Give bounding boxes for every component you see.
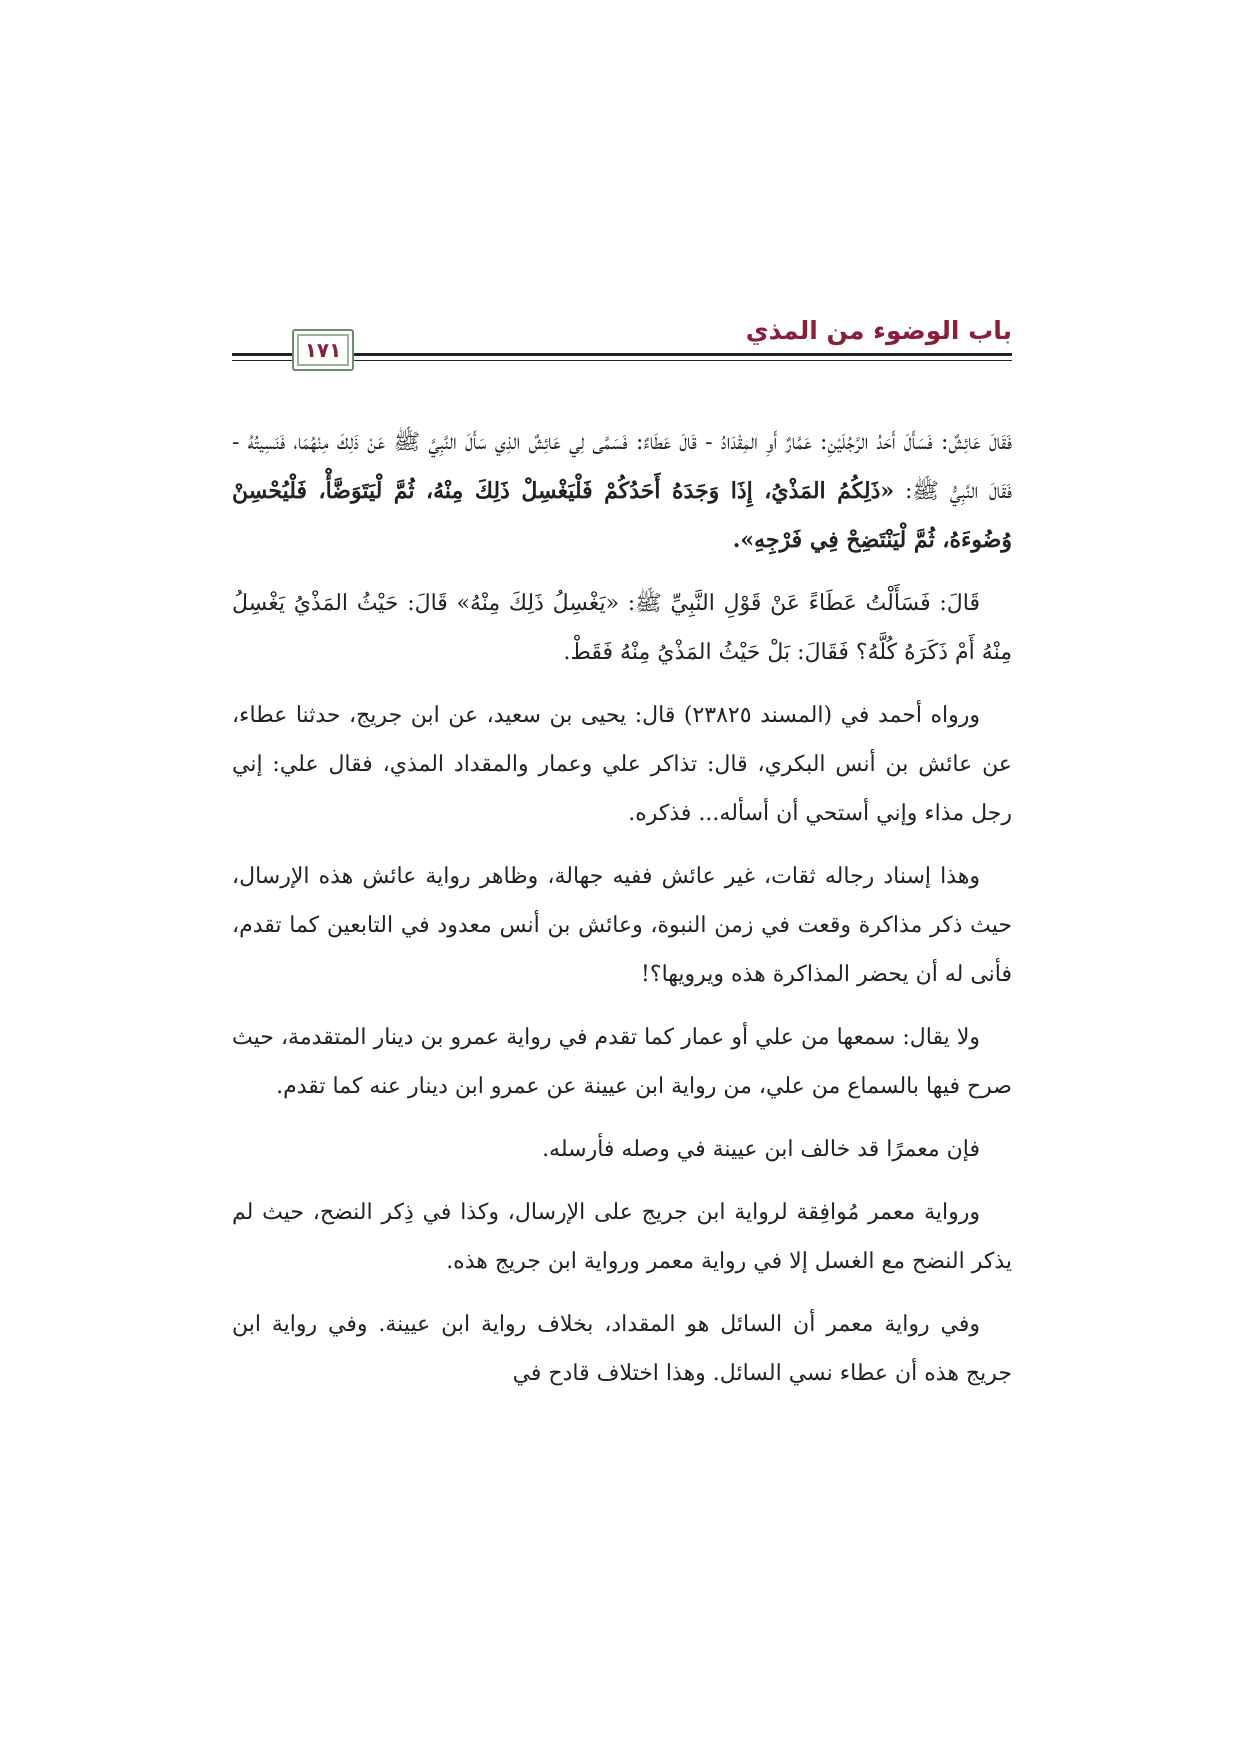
- paragraph-2-text: قَالَ: فَسَأَلْتُ عَطَاءً عَنْ قَوْلِ النَّبِيِّ ﷺ: «يَغْسِلُ ذَلِكَ مِنْهُ» قَالَ: حَيْثُ المَذْيُ يَغْسِلُ مِنْهُ أَمْ ذَكَرَهُ كُلَّهُ؟ فَقَالَ: بَلْ حَيْثُ المَذْيُ مِنْهُ فَقَطْ.: [232, 591, 1012, 665]
- paragraph-8-text: وفي رواية معمر أن السائل هو المقداد، بخلاف رواية ابن عيينة. وفي رواية ابن جريج هذه أن عطاء نسي السائل. وهذا اختلاف قادح في: [232, 1312, 1012, 1386]
- paragraph-8: [232, 1300, 1012, 1398]
- page-number: ١٧١: [304, 338, 342, 362]
- chapter-title: باب الوضوء من المذي: [745, 316, 1012, 345]
- paragraph-5: [232, 1013, 1012, 1111]
- paragraph-3: [232, 691, 1012, 838]
- paragraph-6: [232, 1125, 1012, 1174]
- paragraph-7: [232, 1188, 1012, 1286]
- paragraph-5-text: ولا يقال: سمعها من علي أو عمار كما تقدم في رواية عمرو بن دينار المتقدمة، حيث صرح فيها بالسماع من علي، من رواية ابن عيينة عن عمرو ابن دينار عنه كما تقدم.: [232, 1025, 1012, 1099]
- paragraph-3-text: ورواه أحمد في (المسند ٢٣٨٢٥) قال: يحيى بن سعيد، عن ابن جريج، حدثنا عطاء، عن عائش بن أنس البكري، قال: تذاكر علي وعمار والمقداد المذي، فقال علي: إني رجل مذاء وإني أستحي أن أسأله... فذكره.: [232, 703, 1012, 826]
- page-body: [232, 418, 1012, 1412]
- hadith-quote: «ذَلِكُمُ المَذْيُ، إِذَا وَجَدَهُ أَحَدُكُمْ فَلْيَغْسِلْ ذَلِكَ مِنْهُ، ثُمَّ لْيَتَوَضَّأْ، فَلْيُحْسِنْ وُضُوءَهُ، ثُمَّ لْيَنْتَضِحْ فِي فَرْجِهِ».: [232, 478, 1012, 553]
- paragraph-6-text: فإن معمرًا قد خالف ابن عيينة في وصله فأرسله.: [542, 1137, 980, 1162]
- paragraph-2: [232, 579, 1012, 677]
- paragraph-4: [232, 852, 1012, 999]
- paragraph-7-text: ورواية معمر مُوافِقة لرواية ابن جريج على الإرسال، وكذا في ذِكر النضح، حيث لم يذكر النضح مع الغسل إلا في رواية معمر ورواية ابن جريج هذه.: [232, 1200, 1012, 1274]
- paragraph-4-text: وهذا إسناد رجاله ثقات، غير عائش ففيه جهالة، وظاهر رواية عائش هذه الإرسال، حيث ذكر مذاكرة وقعت في زمن النبوة، وعائش بن أنس معدود في التابعين كما تقدم، فأنى له أن يحضر المذاكرة هذه ويرويها؟!: [232, 864, 1012, 987]
- paragraph-1-text: فَقَالَ عَائِشٌ: فَسَأَلَ أَحَدُ الرَّجُلَيْنِ: عَمَّارٌ أَوِ المِقْدَادُ - قَالَ عَطَاءٌ: فَسَمَّى لِي عَائِشٌ الذِي سَأَلَ النَّبِيَّ ﷺ عَنْ ذَلِكَ مِنْهُمَا، فَنَسِيتُهُ - فَقَالَ النَّبِيُّ ﷺ:: [232, 430, 1012, 504]
- paragraph-1: [232, 418, 1012, 565]
- page-number-badge: [292, 329, 354, 371]
- page-header: [232, 316, 1012, 366]
